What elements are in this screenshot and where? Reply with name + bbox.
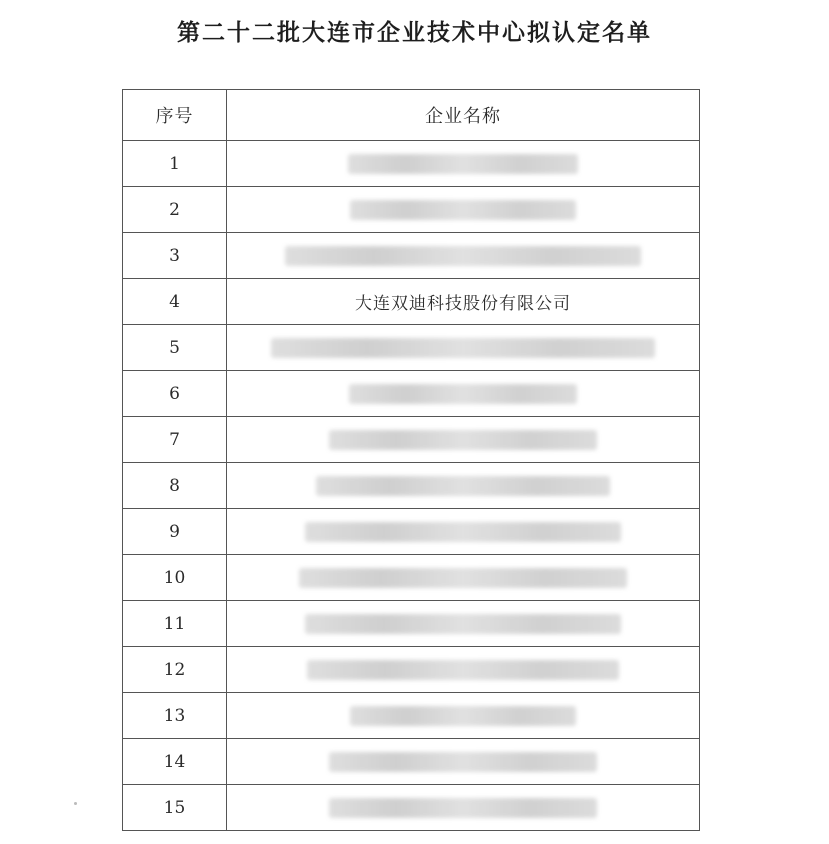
row-index: 13 — [123, 693, 227, 739]
company-list-table — [122, 89, 700, 831]
row-index: 9 — [123, 509, 227, 555]
redaction-blur — [329, 752, 597, 772]
company-name-redacted — [227, 141, 700, 187]
header-index: 序号 — [123, 90, 227, 141]
table-row — [123, 187, 700, 233]
table-row — [123, 417, 700, 463]
company-name-redacted — [227, 647, 700, 693]
redaction-blur — [299, 568, 627, 588]
company-name-redacted — [227, 233, 700, 279]
redaction-blur — [316, 476, 610, 496]
table-row — [123, 463, 700, 509]
row-index: 3 — [123, 233, 227, 279]
redaction-blur — [285, 246, 641, 266]
row-index: 15 — [123, 785, 227, 831]
row-index: 12 — [123, 647, 227, 693]
table-row — [123, 785, 700, 831]
table-row — [123, 693, 700, 739]
company-name-redacted — [227, 187, 700, 233]
row-index: 8 — [123, 463, 227, 509]
company-name-redacted — [227, 555, 700, 601]
redaction-blur — [271, 338, 655, 358]
table-row — [123, 739, 700, 785]
redaction-blur — [349, 384, 577, 404]
row-index: 2 — [123, 187, 227, 233]
table-row — [123, 233, 700, 279]
row-index: 1 — [123, 141, 227, 187]
redaction-blur — [329, 430, 597, 450]
redaction-blur — [305, 614, 621, 634]
redaction-blur — [305, 522, 621, 542]
row-index: 5 — [123, 325, 227, 371]
redaction-blur — [350, 200, 576, 220]
table-row — [123, 325, 700, 371]
table-row — [123, 279, 700, 325]
company-name-redacted — [227, 417, 700, 463]
redaction-blur — [348, 154, 578, 174]
company-name-redacted — [227, 693, 700, 739]
header-company-name: 企业名称 — [227, 90, 700, 141]
company-name-redacted — [227, 785, 700, 831]
company-name-redacted — [227, 739, 700, 785]
redaction-blur — [307, 660, 619, 680]
table-body — [123, 141, 700, 831]
company-name-redacted — [227, 371, 700, 417]
scan-speck — [74, 802, 77, 805]
company-name-redacted — [227, 325, 700, 371]
row-index: 7 — [123, 417, 227, 463]
row-index: 10 — [123, 555, 227, 601]
row-index: 4 — [123, 279, 227, 325]
company-name-redacted — [227, 601, 700, 647]
table-row — [123, 647, 700, 693]
table-row — [123, 601, 700, 647]
company-name-redacted — [227, 509, 700, 555]
row-index: 14 — [123, 739, 227, 785]
table-row — [123, 509, 700, 555]
table-row — [123, 555, 700, 601]
table-row — [123, 141, 700, 187]
table-row — [123, 371, 700, 417]
table-header-row — [123, 90, 700, 141]
redaction-blur — [350, 706, 576, 726]
row-index: 6 — [123, 371, 227, 417]
row-index: 11 — [123, 601, 227, 647]
company-name: 大连双迪科技股份有限公司 — [227, 279, 700, 325]
page-title: 第二十二批大连市企业技术中心拟认定名单 — [177, 19, 652, 46]
redaction-blur — [329, 798, 597, 818]
company-name-redacted — [227, 463, 700, 509]
